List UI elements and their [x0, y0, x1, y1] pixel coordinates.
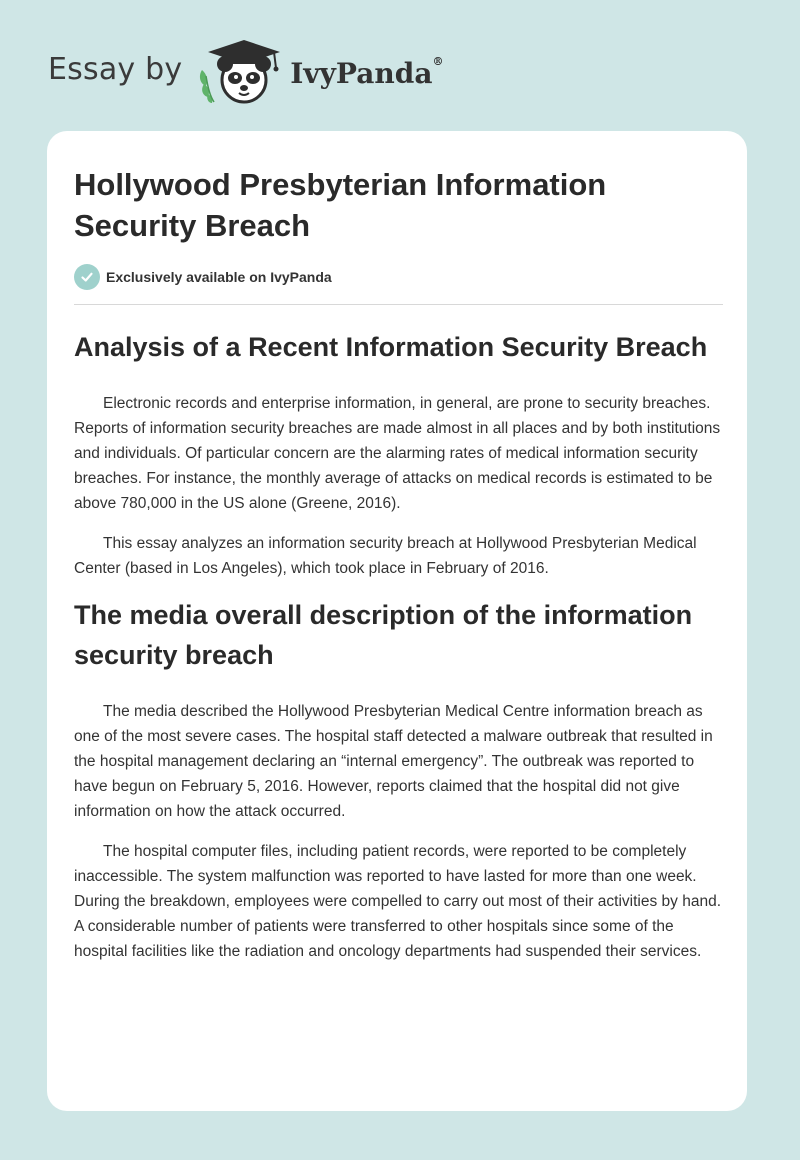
- divider: [74, 304, 723, 305]
- paragraph: The hospital computer files, including patient records, were reported to be completely inaccessible. The system malfunction was reported to have lasted for more than one week. During the breakdown, employees were compelled to carry out most of their activities by hand. A considerable number of patients were transferred to other hospitals since some of the hospital facilities like the radiation and oncology departments had suspended their services.: [74, 843, 722, 960]
- essay-content: [74, 131, 724, 964]
- paragraph: This essay analyzes an information security breach at Hollywood Presbyterian Medical Center (based in Los Angeles), which took place in February of 2016.: [74, 535, 697, 577]
- registered-mark: ®: [432, 54, 444, 68]
- exclusive-label: Exclusively available on IvyPanda: [106, 269, 332, 285]
- essay-by-label: Essay by: [48, 51, 183, 87]
- brand-text: IvyPanda: [290, 56, 433, 90]
- page-title: Hollywood Presbyterian Information Security Breach: [74, 167, 607, 243]
- section-heading: The media overall description of the information security breach: [74, 600, 693, 670]
- paragraph: The media described the Hollywood Presbyterian Medical Centre information breach as one of the most severe cases. The hospital staff detected a malware outbreak that resulted in the hospital management declaring an “internal emergency”. The outbreak was reported to have begun on February 5, 2016. However, reports claimed that the hospital did not give information on how the attack occurred.: [74, 703, 713, 820]
- section-heading: Analysis of a Recent Information Security Breach: [74, 332, 708, 362]
- essay-card: [47, 131, 747, 1111]
- panda-graduate-logo-icon[interactable]: [196, 36, 286, 106]
- paragraph: Electronic records and enterprise information, in general, are prone to security breaches. Reports of information security breaches are made almost in all places and by both institutions and individuals. Of particular concern are the alarming rates of medical information security breaches. For instance, the monthly average of attacks on medical records is estimated to be above 780,000 in the US alone (Greene, 2016).: [74, 395, 721, 512]
- exclusive-badge: [74, 264, 724, 290]
- check-circle-icon: [74, 264, 100, 290]
- site-header: [48, 36, 443, 106]
- brand-name[interactable]: [290, 54, 444, 90]
